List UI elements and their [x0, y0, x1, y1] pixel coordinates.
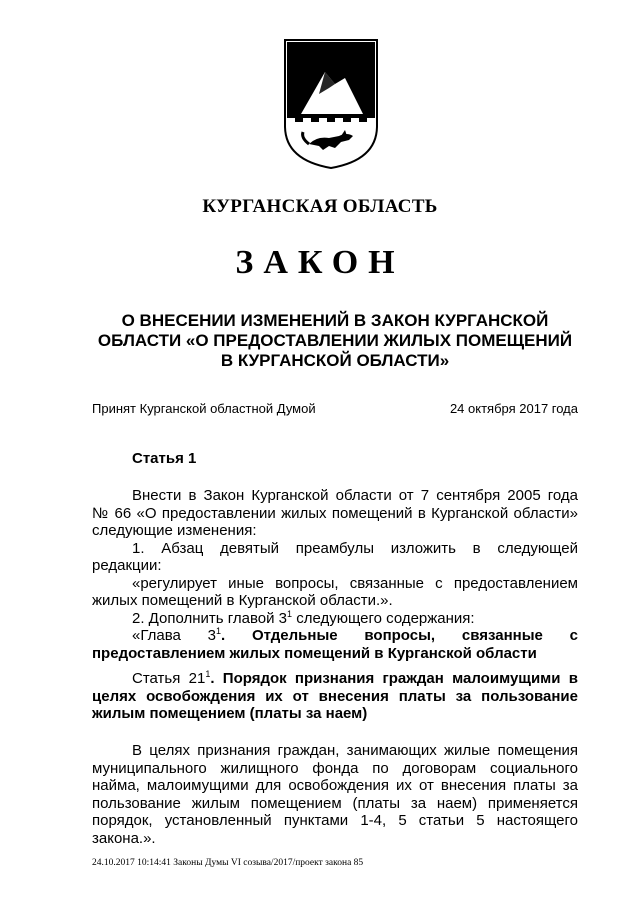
- text-line: 2. Дополнить главой $3^1$ следующего содержания:: [132, 608, 475, 627]
- document-type: ЗАКОН: [235, 244, 405, 281]
- law-title-line: ОБЛАСТИ «О ПРЕДОСТАВЛЕНИИ ЖИЛЫХ ПОМЕЩЕНИЙ: [97, 331, 573, 350]
- adoption-date: 24 октября 2017 года: [449, 401, 578, 416]
- region-name: КУРГАНСКАЯ ОБЛАСТЬ: [202, 196, 438, 217]
- text-line: муниципального жилищного фонда по договорам социального: [92, 759, 578, 777]
- text-line: целях освобождения их от внесения платы за пользование: [92, 687, 578, 705]
- coat-of-arms-emblem: [283, 38, 379, 170]
- law-title-line: В КУРГАНСКОЙ ОБЛАСТИ»: [220, 351, 450, 370]
- chapter-heading-line: предоставлением жилых помещений в Курганской области: [92, 644, 537, 662]
- text-line: № 66 «О предоставлении жилых помещений в Курганской области»: [92, 504, 578, 522]
- text-line: закона.».: [92, 829, 156, 847]
- text-line: жилых помещений в Курганской области.».: [92, 592, 393, 609]
- text-line: следующие изменения:: [92, 522, 257, 539]
- text-line: 1. Абзац девятый преамбулы изложить в следующей: [132, 539, 578, 557]
- text-line: В целях признания граждан, занимающих жилые помещения: [132, 742, 578, 759]
- article-intro: [92, 487, 578, 662]
- article-21-body: [92, 742, 578, 847]
- article-21-heading: [92, 670, 578, 723]
- article-heading: Статья 1: [132, 450, 197, 467]
- text-line: Внести в Закон Курганской области от 7 сентября 2005 года: [132, 487, 578, 504]
- chapter-heading: «Глава $3^1$. Отдельные вопросы, связанные с: [132, 626, 578, 644]
- text-line: пользование жилым помещением (платы за наем) применяется: [92, 794, 578, 812]
- text-line: редакции:: [92, 557, 162, 574]
- text-line: порядок, установленный пунктами 1-4, 5 статьи 5 настоящего: [92, 812, 578, 829]
- law-title-line: О ВНЕСЕНИИ ИЗМЕНЕНИЙ В ЗАКОН КУРГАНСКОЙ: [121, 311, 549, 330]
- text-line: найма, малоимущими для освобождения их от внесения платы за: [92, 777, 578, 794]
- text-line: Статья $21^1$. Порядок признания граждан малоимущими в: [132, 669, 578, 687]
- text-line: «регулирует иные вопросы, связанные с предоставлением: [132, 574, 578, 592]
- adoption-info: [92, 401, 578, 416]
- text-line: жилым помещением (платы за наем): [92, 705, 368, 722]
- footer-path: 24.10.2017 10:14:41 Законы Думы VI созыва/2017/проект закона 85: [92, 858, 364, 868]
- adopted-by: Принят Курганской областной Думой: [92, 401, 316, 416]
- law-title: [92, 311, 578, 371]
